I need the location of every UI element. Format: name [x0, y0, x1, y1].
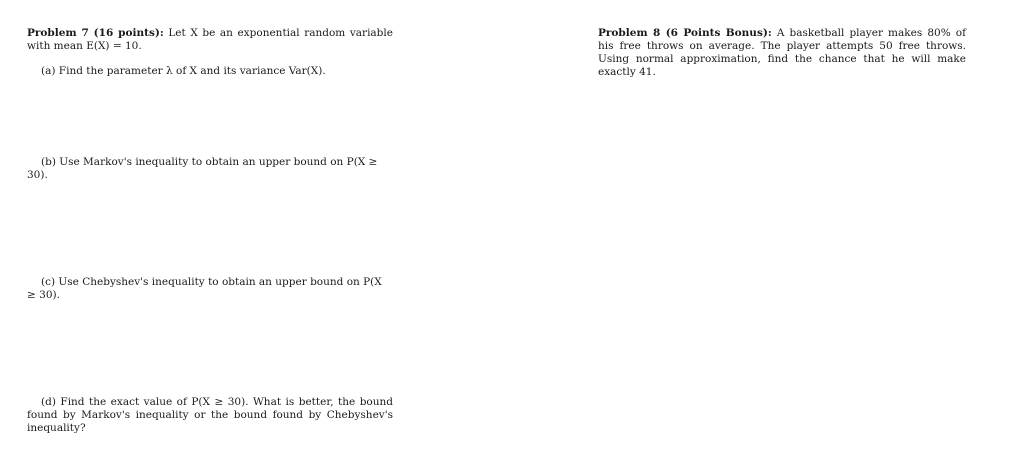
problem-7-heading [27, 27, 393, 53]
part-a-label: (a) [41, 65, 56, 77]
problem-7-intro: Let X be an exponential random variable with mean E(X) = 10. [27, 27, 393, 52]
part-a-text: Find the parameter λ of X and its variance Var(X). [58, 65, 326, 77]
problem-8-heading [598, 27, 966, 79]
problem-7-part-c [27, 276, 393, 302]
problem-8-title: Problem 8 (6 Points Bonus): [598, 27, 772, 39]
problem-8-text: A basketball player makes 80% of his free throws on average. The player attempts 50 free throws. Using normal approximation, find the chance that he will make exactly 41. [598, 27, 966, 78]
part-d-text: Find the exact value of P(X ≥ 30). What is better, the bound found by Markov's inequality or the bound found by Chebyshev's inequality? [27, 396, 393, 434]
part-b-label: (b) [41, 156, 56, 168]
problem-7-part-d [27, 396, 393, 435]
problem-7-part-a [27, 65, 393, 78]
problem-7-title: Problem 7 (16 points): [27, 27, 164, 39]
part-d-label: (d) [41, 396, 56, 408]
part-b-text: Use Markov's inequality to obtain an upper bound on P(X ≥ 30). [27, 156, 378, 181]
part-c-text: Use Chebyshev's inequality to obtain an upper bound on P(X ≥ 30). [27, 276, 382, 301]
problem-7-part-b [27, 156, 393, 182]
part-c-label: (c) [41, 276, 56, 288]
